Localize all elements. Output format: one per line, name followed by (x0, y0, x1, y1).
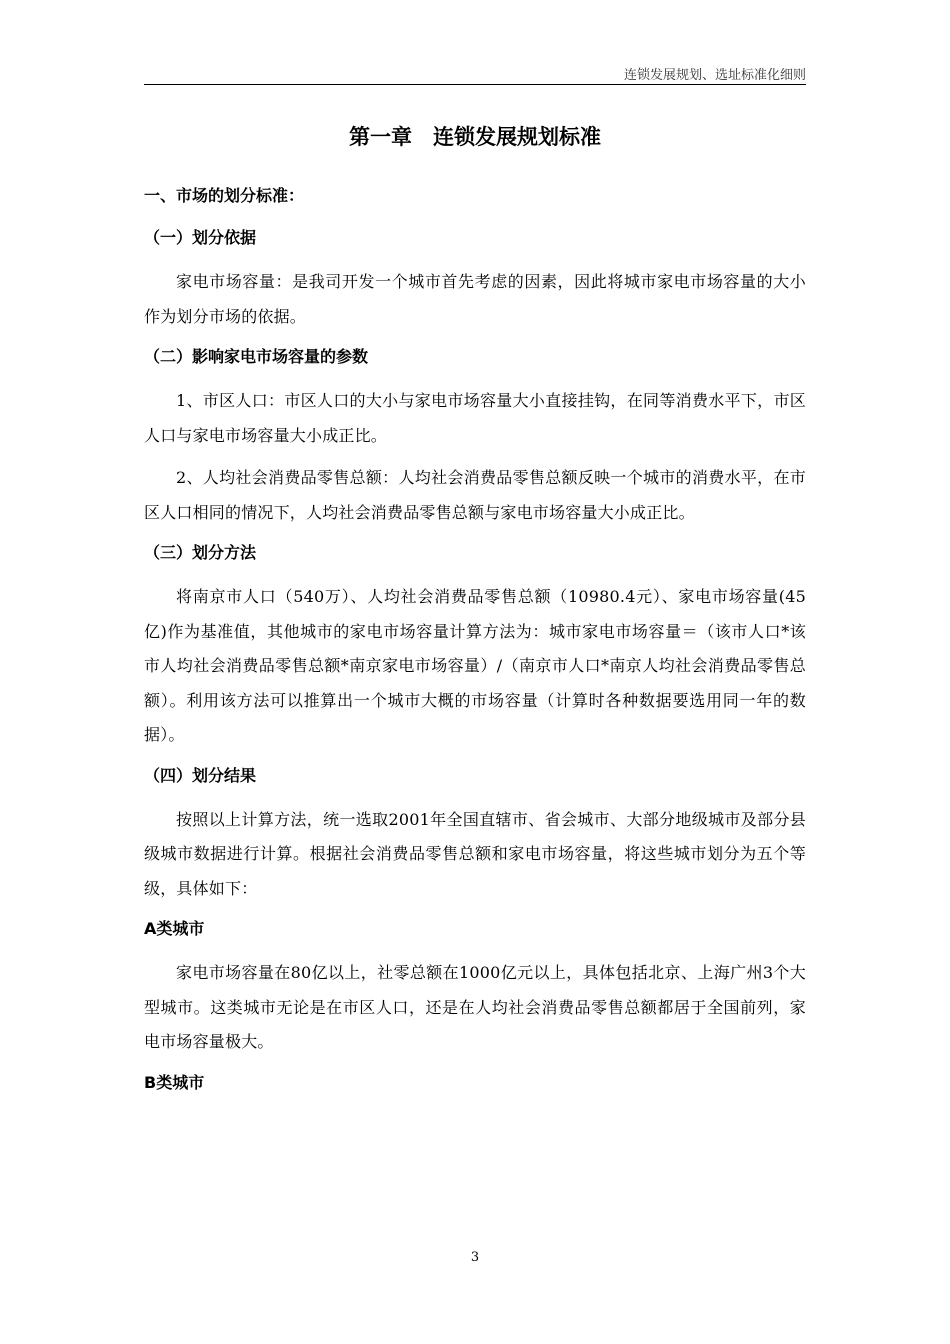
paragraph-method: 将南京市人口（540万）、人均社会消费品零售总额（10980.4元）、家电市场容量(45亿)作为基准值，其他城市的家电市场容量计算方法为：城市家电市场容量＝（该市人口*该市人均社会消费品零售总额*南京家电市场容量）/（南京市人口*南京人均社会消费品零售总额）。利用该方法可以推算出一个城市大概的市场容量（计算时各种数据要选用同一年的数据）。 (144, 587, 806, 744)
running-header: 连锁发展规划、选址标准化细则 (623, 68, 806, 83)
subsection-heading-results: （四）划分结果 (144, 765, 257, 785)
section-heading-market-division: 一、市场的划分标准： (144, 186, 305, 205)
page-number: 3 (470, 1250, 480, 1265)
page-body (144, 115, 806, 1110)
chapter-title: 第一章 连锁发展规划标准 (349, 125, 601, 149)
subsection-heading-method: （三）划分方法 (144, 543, 257, 562)
paragraph-retail-sales: 2、人均社会消费品零售总额：人均社会消费品零售总额反映一个城市的消费水平，在市区人口相同的情况下，人均社会消费品零售总额与家电市场容量大小成正比。 (144, 468, 806, 522)
paragraph-basis: 家电市场容量：是我司开发一个城市首先考虑的因素，因此将城市家电市场容量的大小作为划分市场的依据。 (144, 272, 806, 326)
subsection-heading-parameters: （二）影响家电市场容量的参数 (144, 347, 369, 366)
header-divider (144, 84, 806, 85)
subsection-heading-basis: （一）划分依据 (144, 228, 257, 247)
class-b-heading: B类城市 (144, 1072, 205, 1092)
paragraph-class-a: 家电市场容量在80亿以上，社零总额在1000亿元以上，具体包括北京、上海广州3个大型城市。这类城市无论是在市区人口，还是在人均社会消费品零售总额都居于全国前列，家电市场容量极大。 (144, 963, 806, 1051)
class-a-heading: A类城市 (144, 919, 205, 938)
paragraph-results: 按照以上计算方法，统一选取2001年全国直辖市、省会城市、大部分地级城市及部分县级城市数据进行计算。根据社会消费品零售总额和家电市场容量，将这些城市划分为五个等级，具体如下： (144, 809, 806, 898)
paragraph-urban-population: 1、市区人口：市区人口的大小与家电市场容量大小直接挂钩，在同等消费水平下，市区人口与家电市场容量大小成正比。 (144, 391, 806, 445)
